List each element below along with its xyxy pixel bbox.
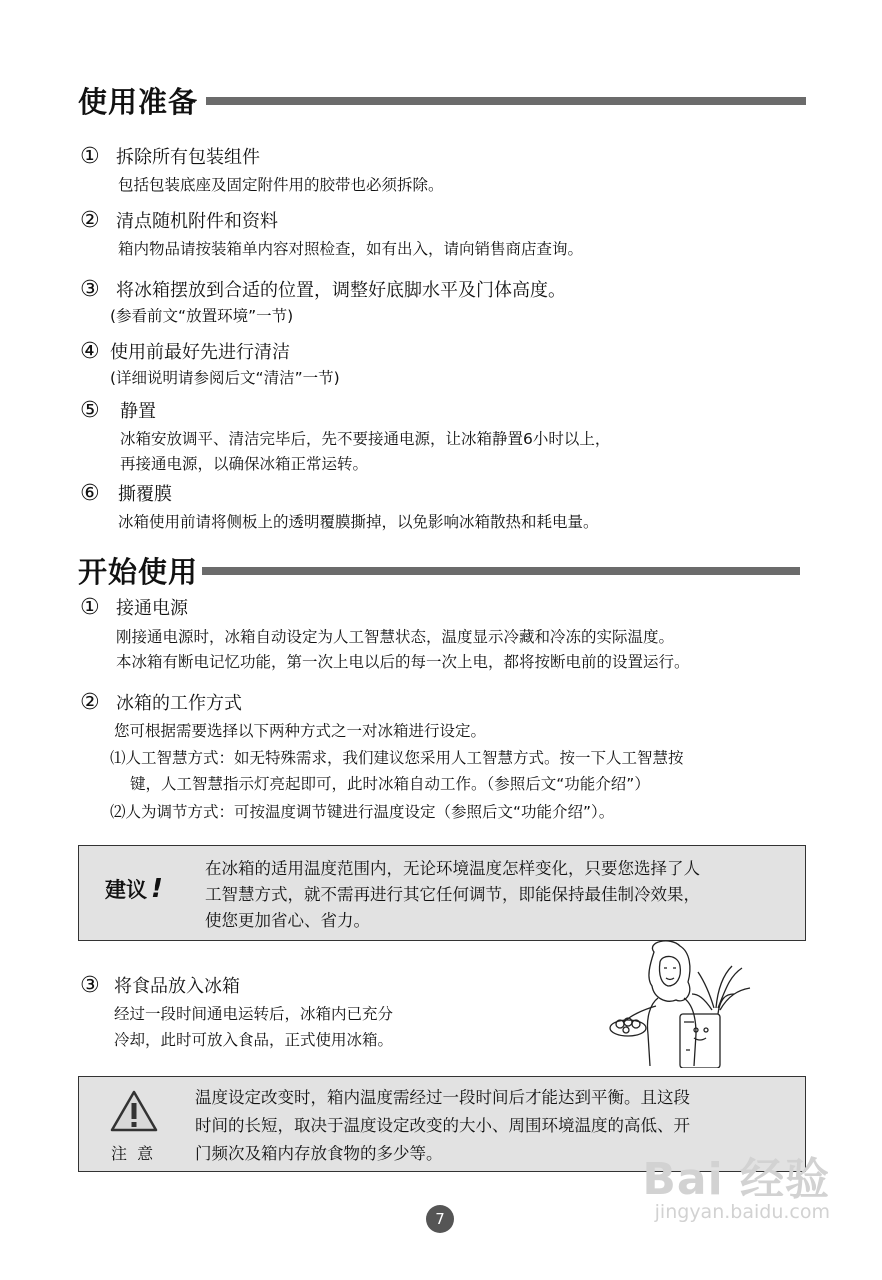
item-title: 将冰箱摆放到合适的位置，调整好底脚水平及门体高度。 [116, 280, 566, 301]
warning-triangle-icon [109, 1089, 159, 1133]
section-title: 开始使用 [78, 555, 199, 589]
caution-text: 时间的长短，取决于温度设定改变的大小、周围环境温度的高低、开 [195, 1116, 690, 1135]
item-text: 包括包装底座及固定附件用的胶带也必须拆除。 [118, 176, 444, 194]
suggestion-label [105, 874, 163, 904]
item-text: 冷却，此时可放入食品，正式使用冰箱。 [114, 1031, 394, 1049]
caution-text: 温度设定改变时，箱内温度需经过一段时间后才能达到平衡。且这段 [195, 1088, 690, 1107]
woman-with-refrigerator-illustration [606, 938, 756, 1068]
item-text: 键，人工智慧指示灯亮起即可，此时冰箱自动工作。（参照后文“功能介绍”） [130, 775, 650, 793]
item-title: 接通电源 [116, 598, 188, 619]
item-title: 将食品放入冰箱 [114, 976, 240, 997]
item-title: 清点随机附件和资料 [116, 211, 278, 232]
item-number: ② [80, 208, 100, 233]
suggestion-text: 在冰箱的适用温度范围内，无论环境温度怎样变化，只要您选择了人 [205, 859, 700, 878]
page-number: 7 [426, 1205, 454, 1233]
item-number: ① [80, 595, 100, 620]
section-divider-bar [206, 97, 806, 105]
item-text: (详细说明请参阅后文“清洁”一节) [110, 369, 340, 387]
item-title: 使用前最好先进行清洁 [110, 342, 290, 363]
item-text: ⑵人为调节方式：可按温度调节键进行温度设定（参照后文“功能介绍”）。 [110, 803, 615, 821]
item-number: ⑤ [80, 398, 100, 423]
item-title: 静置 [120, 401, 156, 422]
item-text: 冰箱安放调平、清洁完毕后，先不要接通电源，让冰箱静置6小时以上， [120, 430, 611, 448]
item-number: ④ [80, 339, 100, 364]
section-title: 使用准备 [78, 85, 199, 119]
section-divider-bar [202, 567, 800, 575]
item-number: ③ [80, 973, 100, 998]
suggestion-text: 使您更加省心、省力。 [205, 911, 370, 930]
watermark-logo: Bai 经验 [642, 1154, 830, 1205]
item-title: 冰箱的工作方式 [116, 693, 242, 714]
item-text: 您可根据需要选择以下两种方式之一对冰箱进行设定。 [114, 722, 487, 740]
suggestion-label-text: 建议 [105, 878, 147, 902]
item-text: (参看前文“放置环境”一节) [110, 307, 294, 325]
item-number: ⑥ [80, 481, 100, 506]
item-text: 本冰箱有断电记忆功能，第一次上电以后的每一次上电，都将按断电前的设置运行。 [116, 653, 690, 671]
section-heading-preparation [78, 80, 806, 121]
item-number: ③ [80, 277, 100, 302]
baidu-jingyan-watermark [642, 1143, 830, 1223]
caution-text: 门频次及箱内存放食物的多少等。 [195, 1144, 443, 1163]
item-title: 拆除所有包装组件 [116, 147, 260, 168]
watermark-url: jingyan.baidu.com [654, 1201, 830, 1223]
item-text: 经过一段时间通电运转后，冰箱内已充分 [114, 1005, 394, 1023]
suggestion-box [78, 845, 806, 941]
item-text: 刚接通电源时，冰箱自动设定为人工智慧状态，温度显示冷藏和冷冻的实际温度。 [116, 628, 675, 646]
item-text: 冰箱使用前请将侧板上的透明覆膜撕掉，以免影响冰箱散热和耗电量。 [118, 513, 599, 531]
item-number: ② [80, 690, 100, 715]
item-text: 箱内物品请按装箱单内容对照检查，如有出入，请向销售商店查询。 [118, 240, 584, 258]
caution-label: 注 意 [111, 1144, 154, 1163]
item-title: 撕覆膜 [118, 484, 172, 505]
item-text: ⑴人工智慧方式：如无特殊需求，我们建议您采用人工智慧方式。按一下人工智慧按 [110, 749, 684, 767]
exclamation-icon: ! [151, 874, 163, 904]
item-number: ① [80, 144, 100, 169]
item-text: 再接通电源，以确保冰箱正常运转。 [120, 455, 369, 473]
section-heading-start-using [78, 550, 800, 591]
suggestion-text: 工智慧方式，就不需再进行其它任何调节，即能保持最佳制冷效果， [205, 885, 700, 904]
